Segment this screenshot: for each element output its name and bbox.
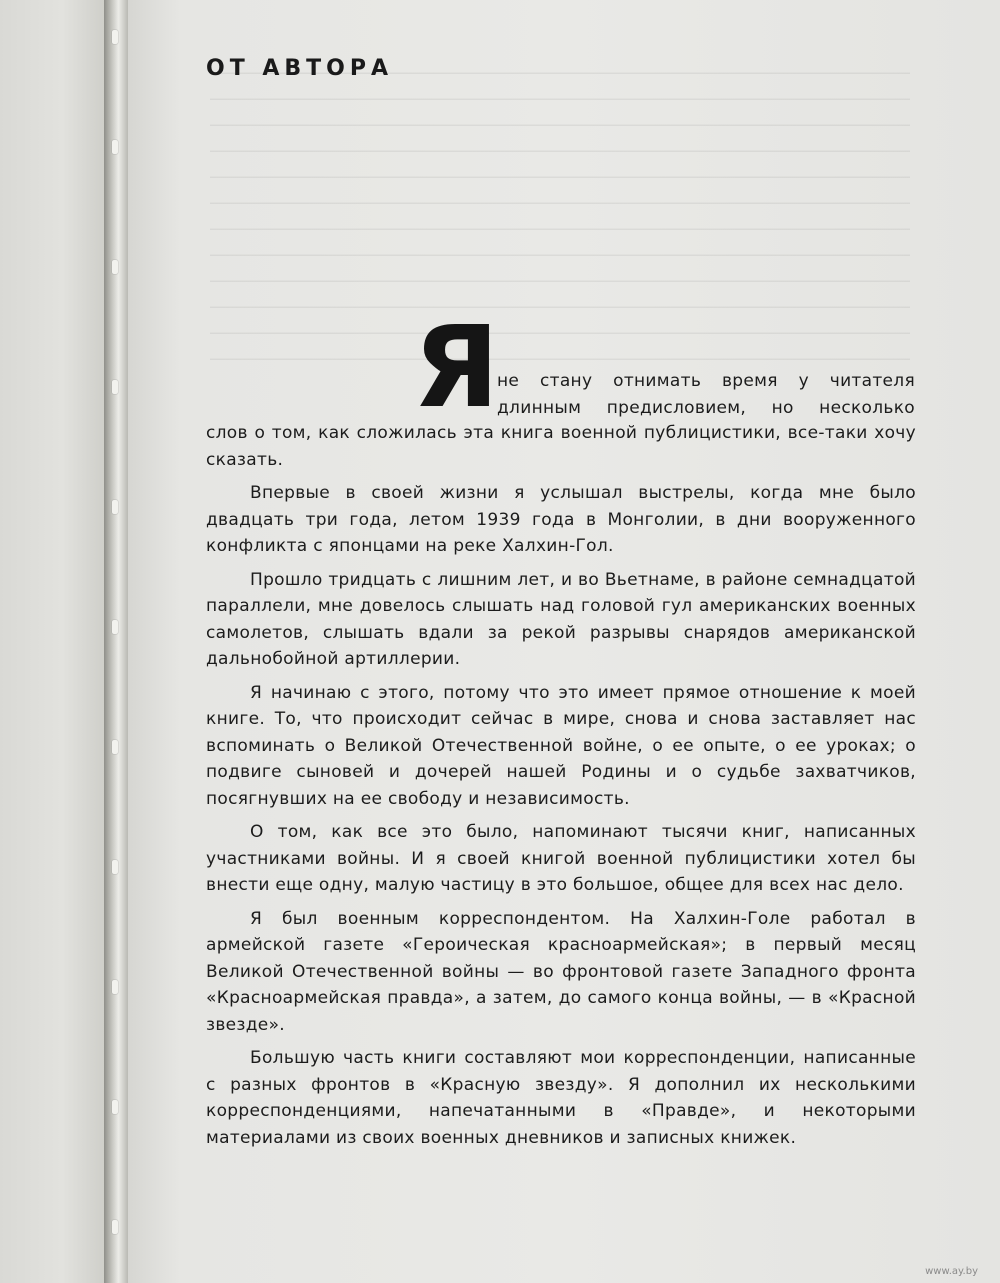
paragraph: Впервые в своей жизни я услышал выстрелы, когда мне было двадцать три года, летом 1939 года в Монголии, в дни вооруженного конфликта с японцами на реке Халхин-Гол. <box>206 483 916 556</box>
binding-stitch <box>112 140 118 154</box>
left-page-edge <box>0 0 104 1283</box>
binding-stitch <box>112 860 118 874</box>
book-gutter <box>104 0 128 1283</box>
binding-stitch <box>112 260 118 274</box>
paragraph: Прошло тридцать с лишним лет, и во Вьетнаме, в районе семнадцатой параллели, мне довелось слышать над головой гул американских военных самолетов, слышать вдали за рекой разрывы снарядов американской дальнобойной артиллерии. <box>206 569 916 669</box>
binding-stitch <box>112 380 118 394</box>
paragraph: слов о том, как сложилась эта книга военной публицистики, все-таки хочу сказать. <box>206 423 916 470</box>
page-heading: ОТ АВТОРА <box>206 56 394 81</box>
binding-stitch <box>112 1100 118 1114</box>
paragraph: Я был военным корреспондентом. На Халхин-Голе работал в армейской газете «Героическая красноармейская»; в первый месяц Великой Отечественной войны — во фронтовой газете Западного фронта «Красноармейская правда», а затем, до самого конца войны, — в «Красной звезде». <box>206 908 916 1035</box>
watermark: www.ay.by <box>925 1266 978 1277</box>
opening-lines <box>497 368 915 421</box>
opening-line: не стану отнимать время у читателя <box>497 371 915 391</box>
paragraph: Я начинаю с этого, потому что это имеет прямое отношение к моей книге. То, что происходит сейчас в мире, снова и снова заставляет нас вспоминать о Великой Отечественной войне, о ее опыте, о ее уроках; о подвиге сыновей и дочерей нашей Родины и о судьбе захватчиков, посягнувших на ее свободу и независимость. <box>206 682 916 809</box>
binding-stitch <box>112 980 118 994</box>
paragraph: О том, как все это было, напоминают тысячи книг, написанных участниками войны. И я своей книгой военной публицистики хотел бы внести еще одну, малую частицу в это большое, общее для всех нас дело. <box>206 822 916 895</box>
binding-stitch <box>112 740 118 754</box>
binding-stitch <box>112 500 118 514</box>
body-text <box>206 420 916 1158</box>
drop-cap: Я <box>413 303 500 433</box>
paragraph: Большую часть книги составляют мои корреспонденции, написанные с разных фронтов в «Красную звезду». Я дополнил их несколькими корреспонденциями, напечатанными в «Правде», и некоторыми материалами из своих военных дневников и записных книжек. <box>206 1048 916 1148</box>
binding-stitch <box>112 30 118 44</box>
opening-line: длинным предисловием, но несколько <box>497 397 915 418</box>
binding-stitch <box>112 1220 118 1234</box>
binding-stitch <box>112 620 118 634</box>
show-through-texture <box>210 60 910 360</box>
